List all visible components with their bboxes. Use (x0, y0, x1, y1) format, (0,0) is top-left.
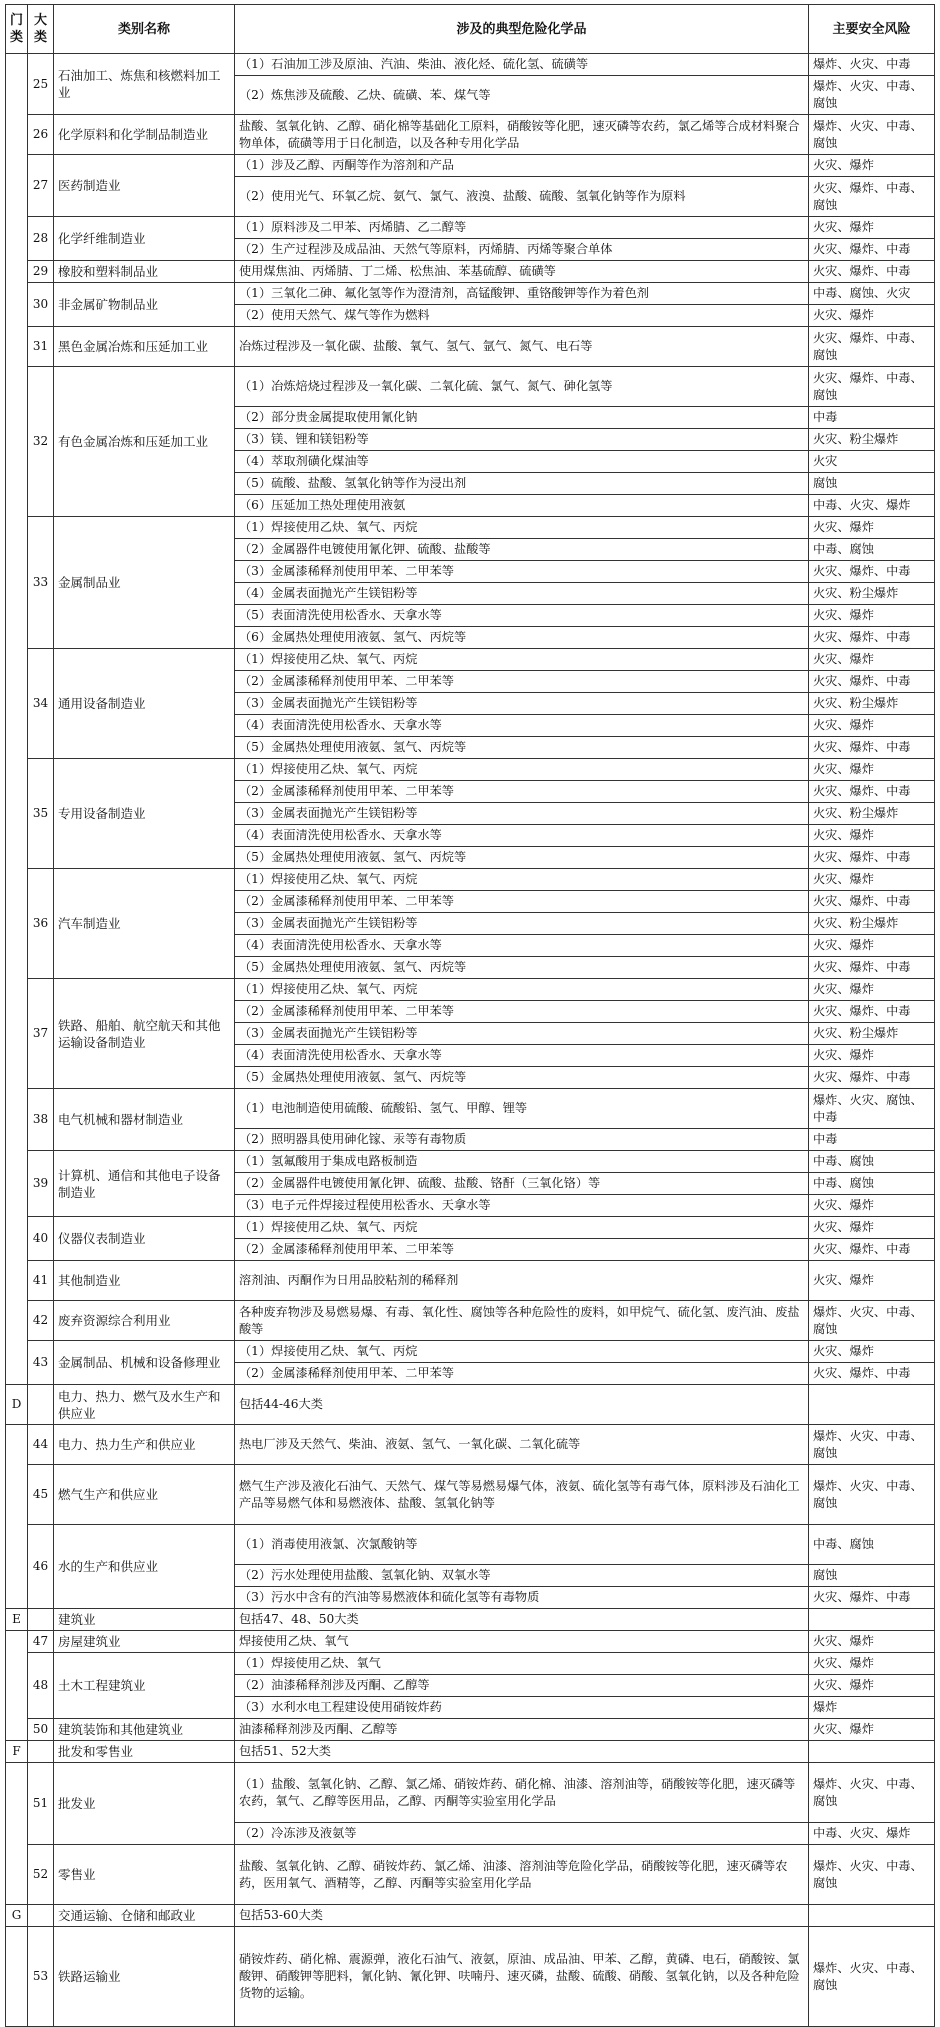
category-name-cell: 有色金属冶炼和压延加工业 (54, 367, 235, 517)
header-risks: 主要安全风险 (809, 5, 935, 54)
risk-cell: 爆炸、火灾、中毒、腐蚀 (809, 1845, 935, 1905)
major-code-cell: 34 (28, 649, 54, 759)
chemicals-cell: （5）金属热处理使用液氨、氢气、丙烷等 (235, 957, 809, 979)
chemicals-cell: （3）金属表面抛光产生镁铝粉等 (235, 913, 809, 935)
chemicals-cell: （3）电子元件焊接过程使用松香水、天拿水等 (235, 1195, 809, 1217)
major-code-cell (28, 1905, 54, 1927)
chemicals-cell: （2）金属漆稀释剂使用甲苯、二甲苯等 (235, 1239, 809, 1261)
risk-cell: 火灾、爆炸、中毒 (809, 957, 935, 979)
risk-cell: 腐蚀 (809, 1565, 935, 1587)
category-name-cell: 橡胶和塑料制品业 (54, 261, 235, 283)
table-row (6, 979, 935, 1001)
chemicals-cell: 盐酸、氢氧化钠、乙醇、硝铵炸药、氯乙烯、油漆、溶剂油等危险化学品，硝酸铵等化肥，速灭磷等农药，医用氧气、酒精等，乙醇、丙酮等实验室用化学品 (235, 1845, 809, 1905)
major-code-cell (28, 1609, 54, 1631)
major-code-cell: 45 (28, 1465, 54, 1525)
table-row (6, 1653, 935, 1675)
chemicals-cell: （2）使用光气、环氧乙烷、氨气、氯气、液溴、盐酸、硫酸、氢氧化钠等作为原料 (235, 177, 809, 217)
chemicals-cell: （1）涉及乙醇、丙酮等作为溶剂和产品 (235, 155, 809, 177)
risk-cell: 爆炸、火灾、中毒、腐蚀 (809, 1425, 935, 1465)
category-name-cell: 燃气生产和供应业 (54, 1465, 235, 1525)
table-row (6, 1845, 935, 1905)
risk-cell: 火灾、爆炸 (809, 1653, 935, 1675)
major-code-cell (28, 1385, 54, 1425)
major-code-cell: 50 (28, 1719, 54, 1741)
table-row (6, 1151, 935, 1173)
risk-cell: 火灾、爆炸、中毒 (809, 1239, 935, 1261)
major-code-cell (28, 1741, 54, 1763)
chemicals-cell: （3）金属表面抛光产生镁铝粉等 (235, 1023, 809, 1045)
major-code-cell: 36 (28, 869, 54, 979)
chemicals-cell: （2）金属漆稀释剂使用甲苯、二甲苯等 (235, 1001, 809, 1023)
risk-cell: 火灾、爆炸 (809, 305, 935, 327)
major-code-cell: 38 (28, 1089, 54, 1151)
table-row (6, 1905, 935, 1927)
table-row (6, 1741, 935, 1763)
door-cell: D (6, 1385, 28, 1425)
chemicals-cell: 盐酸、氢氧化钠、乙醇、硝化棉等基础化工原料，硝酸铵等化肥，速灭磷等农药，氯乙烯等合成材料聚合物单体，硫磺等用于日化制造，以及各种专用化学品 (235, 115, 809, 155)
risk-cell: 火灾、爆炸、中毒 (809, 1363, 935, 1385)
chemicals-cell: 使用煤焦油、丙烯腈、丁二烯、松焦油、苯基硫醇、硫磺等 (235, 261, 809, 283)
risk-cell: 火灾、爆炸、中毒 (809, 1587, 935, 1609)
category-name-cell: 电力、热力、燃气及水生产和供应业 (54, 1385, 235, 1425)
risk-cell: 火灾、爆炸、中毒、腐蚀 (809, 177, 935, 217)
risk-cell: 火灾、粉尘爆炸 (809, 913, 935, 935)
door-cell: E (6, 1609, 28, 1631)
category-name-cell: 批发业 (54, 1763, 235, 1845)
category-name-cell: 土木工程建筑业 (54, 1653, 235, 1719)
table-row (6, 1719, 935, 1741)
category-name-cell: 铁路运输业 (54, 1927, 235, 2027)
category-name-cell: 化学纤维制造业 (54, 217, 235, 261)
chemicals-cell: （4）表面清洗使用松香水、天拿水等 (235, 1045, 809, 1067)
risk-cell: 中毒、火灾、爆炸 (809, 495, 935, 517)
chemicals-cell: 包括47、48、50大类 (235, 1609, 809, 1631)
risk-cell: 火灾、爆炸 (809, 1719, 935, 1741)
major-code-cell: 48 (28, 1653, 54, 1719)
chemicals-cell: （1）焊接使用乙炔、氧气、丙烷 (235, 1217, 809, 1239)
table-header-row (6, 5, 935, 54)
category-name-cell: 汽车制造业 (54, 869, 235, 979)
category-name-cell: 仪器仪表制造业 (54, 1217, 235, 1261)
category-name-cell: 水的生产和供应业 (54, 1525, 235, 1609)
risk-cell: 火灾、爆炸 (809, 759, 935, 781)
table-row (6, 1425, 935, 1465)
category-name-cell: 非金属矿物制品业 (54, 283, 235, 327)
chemicals-cell: （5）硫酸、盐酸、氢氧化钠等作为浸出剂 (235, 473, 809, 495)
table-row (6, 367, 935, 407)
major-code-cell: 46 (28, 1525, 54, 1609)
category-name-cell: 铁路、船舶、航空航天和其他运输设备制造业 (54, 979, 235, 1089)
chemicals-cell: （1）原料涉及二甲苯、丙烯腈、乙二醇等 (235, 217, 809, 239)
chemicals-cell: （1）焊接使用乙炔、氧气、丙烷 (235, 869, 809, 891)
chemicals-cell: （6）金属热处理使用液氨、氢气、丙烷等 (235, 627, 809, 649)
category-name-cell: 石油加工、炼焦和核燃料加工业 (54, 54, 235, 115)
major-code-cell: 32 (28, 367, 54, 517)
chemicals-cell: （1）石油加工涉及原油、汽油、柴油、液化烃、硫化氢、硫磺等 (235, 54, 809, 76)
risk-cell: 火灾、粉尘爆炸 (809, 1023, 935, 1045)
risk-cell: 火灾、爆炸、中毒 (809, 1001, 935, 1023)
chemicals-cell: （2）金属器件电镀使用氰化钾、硫酸、盐酸等 (235, 539, 809, 561)
table-row (6, 155, 935, 177)
chemicals-cell: 油漆稀释剂涉及丙酮、乙醇等 (235, 1719, 809, 1741)
table-row (6, 217, 935, 239)
risk-cell (809, 1741, 935, 1763)
major-code-cell: 30 (28, 283, 54, 327)
risk-cell: 火灾、爆炸 (809, 1341, 935, 1363)
category-name-cell: 金属制品业 (54, 517, 235, 649)
category-name-cell: 电力、热力生产和供应业 (54, 1425, 235, 1465)
risk-cell: 火灾、爆炸 (809, 155, 935, 177)
major-code-cell: 47 (28, 1631, 54, 1653)
chemicals-cell: （3）水利水电工程建设使用硝铵炸药 (235, 1697, 809, 1719)
risk-cell: 火灾、爆炸 (809, 1675, 935, 1697)
major-code-cell: 52 (28, 1845, 54, 1905)
chemicals-cell: （4）萃取剂磺化煤油等 (235, 451, 809, 473)
chemicals-cell: （4）表面清洗使用松香水、天拿水等 (235, 935, 809, 957)
risk-cell: 火灾、爆炸 (809, 715, 935, 737)
header-door: 门类 (6, 5, 28, 54)
risk-cell: 火灾、爆炸 (809, 1261, 935, 1301)
chemicals-cell: （1）冶炼焙烧过程涉及一氧化碳、二氧化硫、氯气、氮气、砷化氢等 (235, 367, 809, 407)
risk-cell: 火灾、爆炸、中毒 (809, 261, 935, 283)
risk-cell: 中毒、腐蚀 (809, 1173, 935, 1195)
risk-cell: 火灾、爆炸、中毒 (809, 561, 935, 583)
table-row (6, 54, 935, 76)
risk-cell: 火灾、爆炸、中毒、腐蚀 (809, 327, 935, 367)
chemicals-cell: 焊接使用乙炔、氧气 (235, 1631, 809, 1653)
chemicals-cell: （1）消毒使用液氯、次氯酸钠等 (235, 1525, 809, 1565)
major-code-cell: 51 (28, 1763, 54, 1845)
major-code-cell: 53 (28, 1927, 54, 2027)
table-row (6, 759, 935, 781)
risk-cell: 中毒、腐蚀 (809, 539, 935, 561)
category-name-cell: 电气机械和器材制造业 (54, 1089, 235, 1151)
chemicals-cell: （1）焊接使用乙炔、氧气、丙烷 (235, 1341, 809, 1363)
chemicals-cell: （2）金属漆稀释剂使用甲苯、二甲苯等 (235, 671, 809, 693)
risk-cell: 火灾、爆炸 (809, 979, 935, 1001)
table-row (6, 517, 935, 539)
table-row (6, 1927, 935, 2027)
hazard-table (5, 4, 935, 2027)
chemicals-cell: （3）污水中含有的汽油等易燃液体和硫化氢等有毒物质 (235, 1587, 809, 1609)
table-row (6, 1609, 935, 1631)
chemicals-cell: （1）氢氟酸用于集成电路板制造 (235, 1151, 809, 1173)
chemicals-cell: （2）金属漆稀释剂使用甲苯、二甲苯等 (235, 781, 809, 803)
chemicals-cell: （5）金属热处理使用液氨、氢气、丙烷等 (235, 737, 809, 759)
major-code-cell: 39 (28, 1151, 54, 1217)
category-name-cell: 废弃资源综合利用业 (54, 1301, 235, 1341)
chemicals-cell: （2）油漆稀释剂涉及丙酮、乙醇等 (235, 1675, 809, 1697)
table-row (6, 261, 935, 283)
table-row (6, 1385, 935, 1425)
risk-cell: 火灾、爆炸、中毒 (809, 671, 935, 693)
category-name-cell: 黑色金属冶炼和压延加工业 (54, 327, 235, 367)
category-name-cell: 专用设备制造业 (54, 759, 235, 869)
category-name-cell: 建筑业 (54, 1609, 235, 1631)
risk-cell: 爆炸、火灾、中毒、腐蚀 (809, 1301, 935, 1341)
chemicals-cell: （6）压延加工热处理使用液氨 (235, 495, 809, 517)
risk-cell: 火灾、爆炸 (809, 869, 935, 891)
major-code-cell: 29 (28, 261, 54, 283)
table-row (6, 1089, 935, 1129)
category-name-cell: 其他制造业 (54, 1261, 235, 1301)
chemicals-cell: （2）金属漆稀释剂使用甲苯、二甲苯等 (235, 891, 809, 913)
chemicals-cell: （3）镁、锂和镁铝粉等 (235, 429, 809, 451)
table-row (6, 1261, 935, 1301)
risk-cell: 爆炸、火灾、中毒、腐蚀 (809, 1763, 935, 1823)
risk-cell: 火灾、粉尘爆炸 (809, 429, 935, 451)
chemicals-cell: 各种废弃物涉及易燃易爆、有毒、氧化性、腐蚀等各种危险性的废料，如甲烷气、硫化氢、废汽油、废盐酸等 (235, 1301, 809, 1341)
table-row (6, 1763, 935, 1823)
risk-cell: 爆炸、火灾、中毒、腐蚀 (809, 1465, 935, 1525)
table-row (6, 1301, 935, 1341)
chemicals-cell: （2）金属漆稀释剂使用甲苯、二甲苯等 (235, 1363, 809, 1385)
risk-cell: 火灾、爆炸 (809, 517, 935, 539)
risk-cell: 火灾、爆炸、中毒 (809, 737, 935, 759)
major-code-cell: 44 (28, 1425, 54, 1465)
table-row (6, 649, 935, 671)
category-name-cell: 计算机、通信和其他电子设备制造业 (54, 1151, 235, 1217)
table-row (6, 1631, 935, 1653)
major-code-cell: 37 (28, 979, 54, 1089)
category-name-cell: 通用设备制造业 (54, 649, 235, 759)
table-row (6, 1217, 935, 1239)
category-name-cell: 零售业 (54, 1845, 235, 1905)
risk-cell: 腐蚀 (809, 473, 935, 495)
chemicals-cell: （2）金属器件电镀使用氰化钾、硫酸、盐酸、铬酐（三氧化铬）等 (235, 1173, 809, 1195)
category-name-cell: 房屋建筑业 (54, 1631, 235, 1653)
risk-cell: 火灾、粉尘爆炸 (809, 583, 935, 605)
risk-cell: 中毒 (809, 1129, 935, 1151)
risk-cell: 爆炸、火灾、中毒 (809, 54, 935, 76)
category-name-cell: 批发和零售业 (54, 1741, 235, 1763)
chemicals-cell: （2）炼焦涉及硫酸、乙炔、硫磺、苯、煤气等 (235, 76, 809, 115)
door-cell: F (6, 1741, 28, 1763)
table-row (6, 869, 935, 891)
chemicals-cell: （5）表面清洗使用松香水、天拿水等 (235, 605, 809, 627)
chemicals-cell: （2）照明器具使用砷化镓、汞等有毒物质 (235, 1129, 809, 1151)
door-cell (6, 1631, 28, 1741)
chemicals-cell: 包括53-60大类 (235, 1905, 809, 1927)
risk-cell (809, 1905, 935, 1927)
risk-cell: 爆炸 (809, 1697, 935, 1719)
major-code-cell: 35 (28, 759, 54, 869)
chemicals-cell: （1）焊接使用乙炔、氧气、丙烷 (235, 649, 809, 671)
risk-cell: 中毒、腐蚀、火灾 (809, 283, 935, 305)
risk-cell: 火灾、爆炸 (809, 825, 935, 847)
risk-cell: 爆炸、火灾、中毒、腐蚀 (809, 1927, 935, 2027)
risk-cell: 火灾、爆炸、中毒 (809, 891, 935, 913)
chemicals-cell: （2）污水处理使用盐酸、氢氧化钠、双氧水等 (235, 1565, 809, 1587)
risk-cell: 火灾、爆炸、中毒 (809, 627, 935, 649)
door-cell: G (6, 1905, 28, 1927)
category-name-cell: 金属制品、机械和设备修理业 (54, 1341, 235, 1385)
risk-cell: 爆炸、火灾、腐蚀、中毒 (809, 1089, 935, 1129)
risk-cell: 火灾、爆炸 (809, 1195, 935, 1217)
chemicals-cell: （4）表面清洗使用松香水、天拿水等 (235, 825, 809, 847)
chemicals-cell: （1）焊接使用乙炔、氧气、丙烷 (235, 517, 809, 539)
major-code-cell: 40 (28, 1217, 54, 1261)
risk-cell: 爆炸、火灾、中毒、腐蚀 (809, 76, 935, 115)
header-chemicals: 涉及的典型危险化学品 (235, 5, 809, 54)
chemicals-cell: （2）部分贵金属提取使用氰化钠 (235, 407, 809, 429)
chemicals-cell: （1）电池制造使用硫酸、硫酸铅、氢气、甲醇、锂等 (235, 1089, 809, 1129)
chemicals-cell: （1）盐酸、氢氧化钠、乙醇、氯乙烯、硝铵炸药、硝化棉、油漆、溶剂油等，硝酸铵等化肥，速灭磷等农药，氧气、乙醇等医用品，乙醇、丙酮等实验室用化学品 (235, 1763, 809, 1823)
risk-cell: 火灾、爆炸 (809, 605, 935, 627)
chemicals-cell: （2）使用天然气、煤气等作为燃料 (235, 305, 809, 327)
major-code-cell: 27 (28, 155, 54, 217)
category-name-cell: 建筑装饰和其他建筑业 (54, 1719, 235, 1741)
major-code-cell: 33 (28, 517, 54, 649)
risk-cell: 火灾、爆炸 (809, 649, 935, 671)
risk-cell: 爆炸、火灾、中毒、腐蚀 (809, 115, 935, 155)
major-code-cell: 26 (28, 115, 54, 155)
chemicals-cell: 溶剂油、丙酮作为日用品胶粘剂的稀释剂 (235, 1261, 809, 1301)
major-code-cell: 28 (28, 217, 54, 261)
risk-cell: 火灾、爆炸、中毒、腐蚀 (809, 367, 935, 407)
table-row (6, 283, 935, 305)
risk-cell: 火灾、爆炸 (809, 1631, 935, 1653)
door-cell (6, 1425, 28, 1609)
chemicals-cell: 冶炼过程涉及一氧化碳、盐酸、氧气、氢气、氩气、氮气、电石等 (235, 327, 809, 367)
door-cell (6, 1763, 28, 1905)
risk-cell: 中毒 (809, 407, 935, 429)
risk-cell: 火灾、粉尘爆炸 (809, 803, 935, 825)
risk-cell: 火灾、爆炸 (809, 1045, 935, 1067)
risk-cell (809, 1385, 935, 1425)
risk-cell: 火灾、爆炸 (809, 1217, 935, 1239)
chemicals-cell: 包括44-46大类 (235, 1385, 809, 1425)
table-row (6, 115, 935, 155)
risk-cell: 中毒、火灾、爆炸 (809, 1823, 935, 1845)
category-name-cell: 交通运输、仓储和邮政业 (54, 1905, 235, 1927)
risk-cell: 中毒、腐蚀 (809, 1525, 935, 1565)
chemicals-cell: （1）焊接使用乙炔、氧气、丙烷 (235, 759, 809, 781)
table-body (6, 54, 935, 2027)
risk-cell: 火灾、爆炸 (809, 217, 935, 239)
header-category: 类别名称 (54, 5, 235, 54)
major-code-cell: 25 (28, 54, 54, 115)
table-row (6, 1465, 935, 1525)
risk-cell: 中毒、腐蚀 (809, 1151, 935, 1173)
chemicals-cell: （5）金属热处理使用液氨、氢气、丙烷等 (235, 847, 809, 869)
chemicals-cell: 硝铵炸药、硝化棉、震源弹，液化石油气、液氨，原油、成品油、甲苯、乙醇，黄磷、电石，硝酸铵、氯酸钾、硝酸钾等肥料，氰化钠、氰化钾、呋喃丹、速灭磷，盐酸、硫酸、硝酸、氢氧化钠，以及各种危险货物的运输。 (235, 1927, 809, 2027)
chemicals-cell: （1）焊接使用乙炔、氧气、丙烷 (235, 979, 809, 1001)
risk-cell: 火灾、粉尘爆炸 (809, 693, 935, 715)
risk-cell (809, 1609, 935, 1631)
risk-cell: 火灾、爆炸 (809, 935, 935, 957)
chemicals-cell: （1）三氧化二砷、氟化氢等作为澄清剂，高锰酸钾、重铬酸钾等作为着色剂 (235, 283, 809, 305)
risk-cell: 火灾 (809, 451, 935, 473)
door-cell (6, 54, 28, 1385)
risk-cell: 火灾、爆炸、中毒 (809, 847, 935, 869)
chemicals-cell: 包括51、52大类 (235, 1741, 809, 1763)
chemicals-cell: （1）焊接使用乙炔、氧气 (235, 1653, 809, 1675)
door-cell (6, 1927, 28, 2027)
table-row (6, 327, 935, 367)
risk-cell: 火灾、爆炸、中毒 (809, 781, 935, 803)
category-name-cell: 医药制造业 (54, 155, 235, 217)
chemicals-cell: （4）金属表面抛光产生镁铝粉等 (235, 583, 809, 605)
chemicals-cell: （2）冷冻涉及液氨等 (235, 1823, 809, 1845)
major-code-cell: 41 (28, 1261, 54, 1301)
table-row (6, 1341, 935, 1363)
chemicals-cell: （4）表面清洗使用松香水、天拿水等 (235, 715, 809, 737)
risk-cell: 火灾、爆炸、中毒 (809, 239, 935, 261)
table-row (6, 1525, 935, 1565)
chemicals-cell: （3）金属表面抛光产生镁铝粉等 (235, 803, 809, 825)
header-major: 大类 (28, 5, 54, 54)
chemicals-cell: 热电厂涉及天然气、柴油、液氨、氢气、一氧化碳、二氧化硫等 (235, 1425, 809, 1465)
chemicals-cell: （2）生产过程涉及成品油、天然气等原料，丙烯腈、丙烯等聚合单体 (235, 239, 809, 261)
chemicals-cell: （3）金属表面抛光产生镁铝粉等 (235, 693, 809, 715)
chemicals-cell: 燃气生产涉及液化石油气、天然气、煤气等易燃易爆气体，液氨、硫化氢等有毒气体，原料涉及石油化工产品等易燃气体和易燃液体、盐酸、氢氧化钠等 (235, 1465, 809, 1525)
chemicals-cell: （5）金属热处理使用液氨、氢气、丙烷等 (235, 1067, 809, 1089)
major-code-cell: 42 (28, 1301, 54, 1341)
risk-cell: 火灾、爆炸、中毒 (809, 1067, 935, 1089)
category-name-cell: 化学原料和化学制品制造业 (54, 115, 235, 155)
major-code-cell: 43 (28, 1341, 54, 1385)
major-code-cell: 31 (28, 327, 54, 367)
chemicals-cell: （3）金属漆稀释剂使用甲苯、二甲苯等 (235, 561, 809, 583)
